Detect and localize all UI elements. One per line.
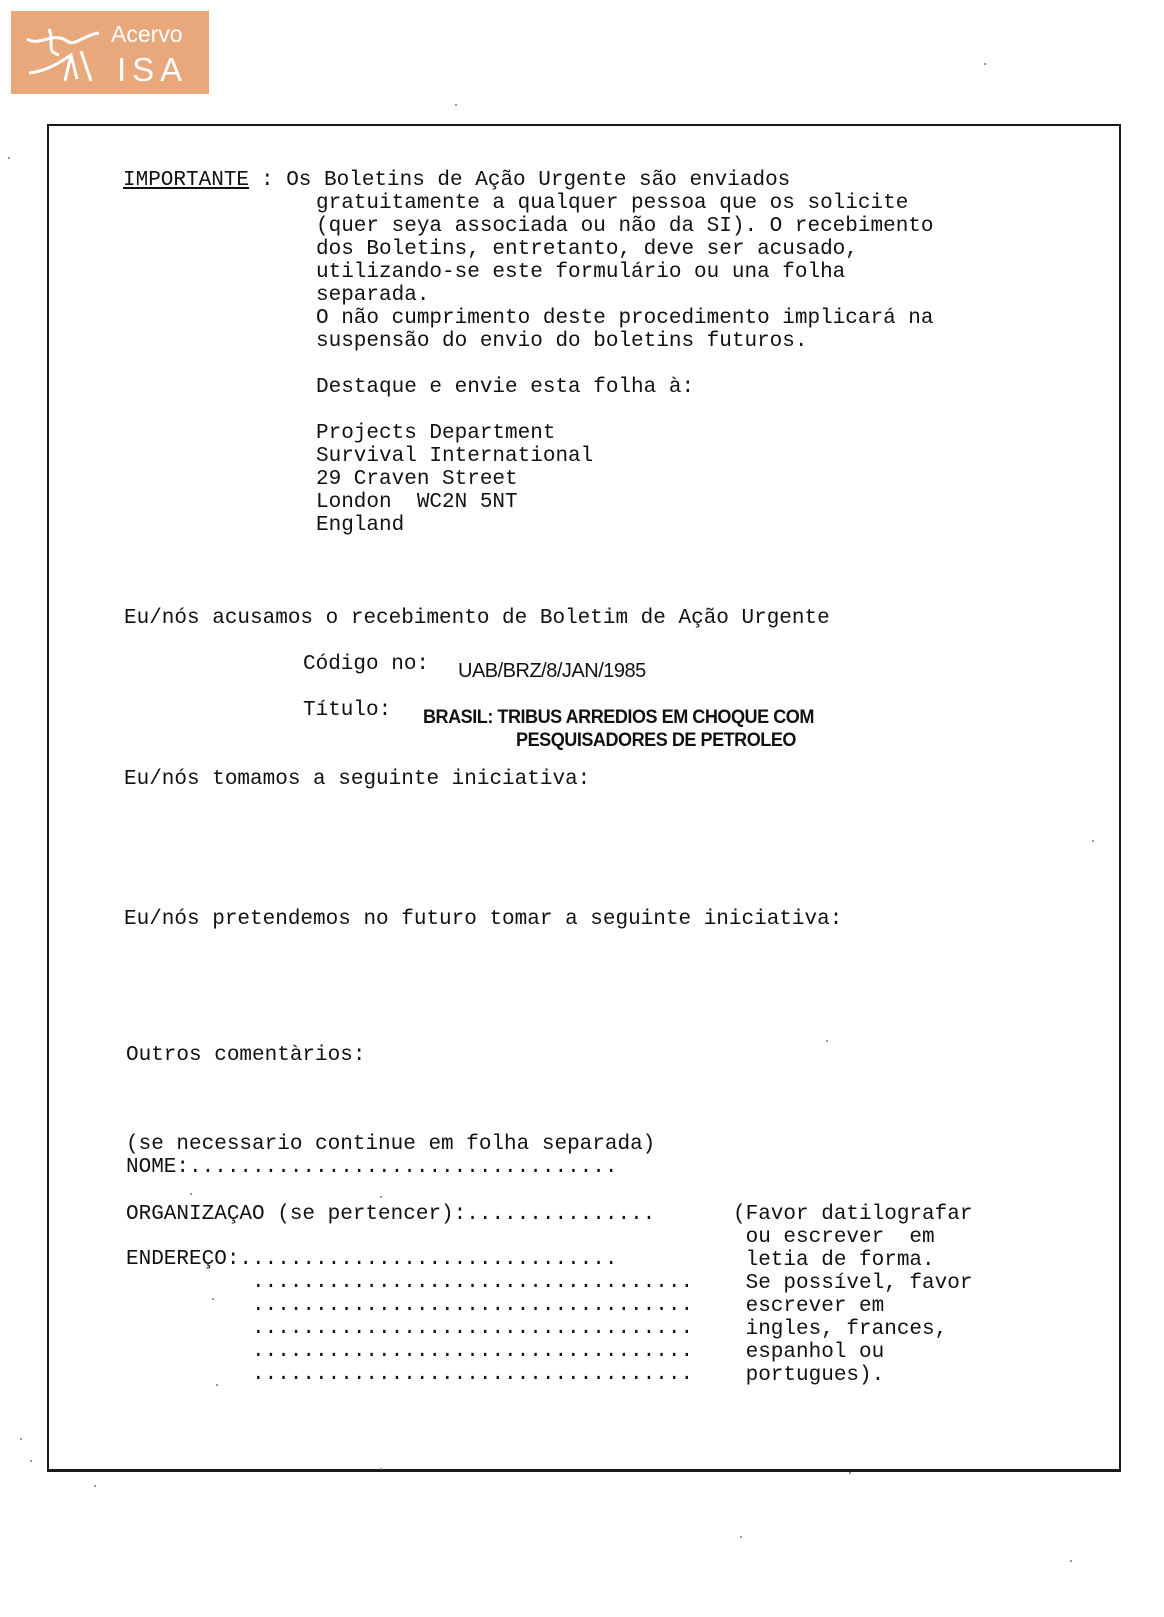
logo-line2: ISA — [117, 51, 189, 88]
logo-line1: Acervo — [111, 21, 183, 47]
scan-speck — [984, 63, 986, 65]
important-line-7: O não cumprimento deste procedimento implicará na — [316, 307, 934, 330]
important-label: IMPORTANTE — [123, 169, 250, 192]
address-field: ENDEREÇO:.............................. — [126, 1248, 618, 1271]
important-line-1: : Os Boletins de Ação Urgente são enviados — [261, 169, 791, 192]
scan-speck — [826, 1040, 828, 1042]
organization-field: ORGANIZAÇAO (se pertencer):............... — [126, 1203, 656, 1226]
comments-line: Outros comentàrios: — [126, 1044, 366, 1067]
ack-line: Eu/nós acusamos o recebimento de Boletim de Ação Urgente — [124, 607, 830, 630]
important-line-5: utilizando-se este formulário ou una folha — [316, 261, 846, 284]
code-label: Código no: — [303, 653, 430, 676]
scan-speck — [190, 1193, 192, 1195]
scan-speck — [8, 157, 10, 159]
address-line-3: 29 Craven Street — [316, 468, 518, 491]
scan-speck — [1070, 1560, 1072, 1562]
side-note-line-7: espanhol ou — [733, 1341, 885, 1364]
side-note-line-3: letia de forma. — [733, 1249, 935, 1272]
important-line-4: dos Boletins, entretanto, deve ser acusado, — [316, 238, 858, 261]
address-dots-4: ................................... — [252, 1340, 694, 1363]
taken-line: Eu/nós tomamos a seguinte iniciativa: — [124, 768, 591, 791]
title-label: Título: — [303, 699, 392, 722]
code-value: UAB/BRZ/8/JAN/1985 — [458, 660, 646, 682]
name-field: NOME:.................................. — [126, 1156, 618, 1179]
important-line-3: (quer seya associada ou não da SI). O recebimento — [316, 215, 934, 238]
address-line-1: Projects Department — [316, 422, 556, 445]
scan-speck — [380, 1196, 382, 1198]
important-line-2: gratuitamente a qualquer pessoa que os solicite — [316, 192, 909, 215]
side-note-line-5: escrever em — [733, 1295, 885, 1318]
future-line: Eu/nós pretendemos no futuro tomar a seguinte iniciativa: — [124, 908, 843, 931]
side-note-line-2: ou escrever em — [733, 1226, 935, 1249]
dancer-figures-icon — [19, 21, 109, 85]
acervo-isa-logo — [11, 11, 209, 94]
scan-speck — [1092, 840, 1094, 842]
scan-speck — [20, 1438, 22, 1440]
scan-speck — [849, 1472, 851, 1474]
address-line-2: Survival International — [316, 445, 594, 468]
address-dots-5: ................................... — [252, 1363, 694, 1386]
scan-speck — [216, 1384, 218, 1386]
scan-speck — [380, 1468, 382, 1470]
side-note-line-1: (Favor datilografar — [733, 1203, 973, 1226]
side-note-line-8: portugues). — [733, 1364, 885, 1387]
scan-speck — [94, 1485, 96, 1487]
send-to-line: Destaque e envie esta folha à: — [316, 376, 695, 399]
scan-speck — [455, 104, 457, 106]
address-line-5: England — [316, 514, 405, 537]
side-note-line-4: Se possível, favor — [733, 1272, 973, 1295]
title-line-2: PESQUISADORES DE PETROLEO — [516, 730, 796, 751]
continue-note: (se necessario continue em folha separada) — [126, 1133, 656, 1156]
side-note-line-6: ingles, frances, — [733, 1318, 948, 1341]
address-dots-1: ................................... — [252, 1271, 694, 1294]
address-line-4: London WC2N 5NT — [316, 491, 518, 514]
address-dots-2: ................................... — [252, 1294, 694, 1317]
scan-speck — [740, 1536, 742, 1538]
scan-speck — [30, 1460, 32, 1462]
address-dots-3: ................................... — [252, 1317, 694, 1340]
important-line-8: suspensão do envio do boletins futuros. — [316, 330, 808, 353]
scan-speck — [212, 1298, 214, 1300]
important-line-6: separada. — [316, 284, 430, 307]
title-line-1: BRASIL: TRIBUS ARREDIOS EM CHOQUE COM — [423, 707, 814, 728]
